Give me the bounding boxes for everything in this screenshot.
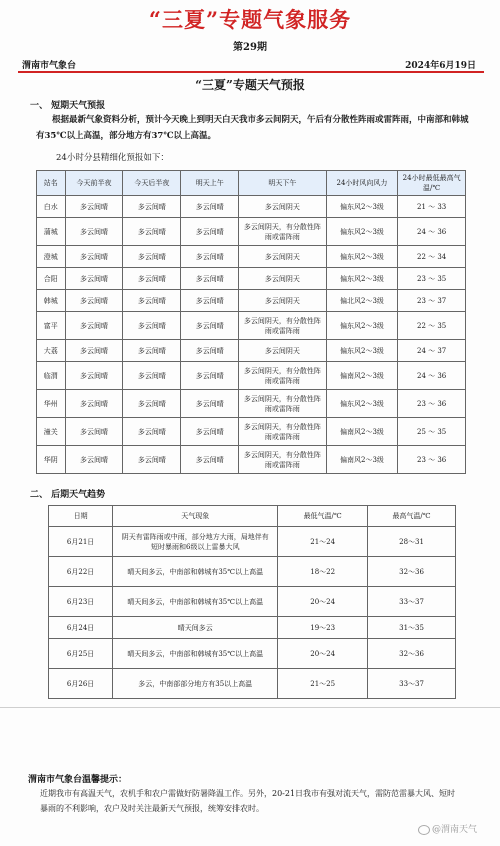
- table-cell: 多云间晴: [65, 268, 123, 290]
- table-cell: 21 ～ 33: [398, 196, 466, 218]
- trend-row: [49, 527, 456, 557]
- table-cell: 多云间晴: [123, 446, 181, 474]
- table-cell: 多云间晴: [65, 362, 123, 390]
- station-name: 合阳: [37, 268, 66, 290]
- trend-cell: 晴天间多云，中南部和韩城有35℃以上高温: [113, 587, 278, 617]
- table-cell: 多云间阴天: [239, 246, 327, 268]
- table-row: [37, 290, 466, 312]
- trend-cell: 31～35: [368, 617, 456, 639]
- station-name: 潼关: [37, 418, 66, 446]
- station-name: 富平: [37, 312, 66, 340]
- trend-cell: 晴天间多云，中南部和韩城有35℃以上高温: [113, 639, 278, 669]
- trend-table: [48, 505, 456, 699]
- trend-cell: 晴天间多云: [113, 617, 278, 639]
- table-cell: 多云间晴: [181, 196, 239, 218]
- section-short-term-heading: 一、 短期天气预报: [30, 101, 106, 111]
- station-name: 韩城: [37, 290, 66, 312]
- trend-cell: 21～25: [278, 669, 368, 699]
- warning-body: 近期我市有高温天气，农机手和农户需做好防暑降温工作。另外，20-21日我市有强对流天气，需防范雷暴大风、短时暴雨的不利影响，农户及时关注最新天气预报，统筹安排农时。: [40, 789, 456, 813]
- trend-cell: 33～37: [368, 587, 456, 617]
- short-term-paragraph: 根据最新气象资料分析，预计今天晚上到明天白天我市多云间阴天，午后有分散性阵雨或雷阵雨，中南部和韩城有35℃以上高温，部分地方有37℃以上高温。: [36, 115, 469, 141]
- trend-cell: 20～24: [278, 587, 368, 617]
- section-divider: [0, 707, 500, 708]
- table-cell: 多云间晴: [65, 218, 123, 246]
- table-cell: 多云间晴: [181, 218, 239, 246]
- header-divider: [18, 71, 484, 73]
- table-cell: 多云间阴天，有分散性阵雨或雷阵雨: [239, 446, 327, 474]
- table-cell: 多云间晴: [181, 312, 239, 340]
- table-cell: 多云间阴天，有分散性阵雨或雷阵雨: [239, 312, 327, 340]
- table-cell: 23 ～ 36: [398, 390, 466, 418]
- table-header-cell: 站名: [37, 171, 66, 196]
- table-row: [37, 418, 466, 446]
- table-cell: 多云间晴: [123, 246, 181, 268]
- table-cell: 多云间晴: [123, 218, 181, 246]
- table-cell: 偏南风2～3级: [326, 418, 398, 446]
- table-cell: 多云间晴: [123, 362, 181, 390]
- table-cell: 偏南风2～3级: [326, 362, 398, 390]
- table-row: [37, 390, 466, 418]
- forecast-subtitle: “三夏”专题天气预报: [195, 78, 305, 92]
- trend-header-cell: 最高气温/℃: [368, 506, 456, 527]
- table-cell: 22 ～ 34: [398, 246, 466, 268]
- trend-date: 6月26日: [49, 669, 113, 699]
- table-cell: 多云间阴天，有分散性阵雨或雷阵雨: [239, 418, 327, 446]
- table-cell: 偏东风2～3级: [326, 218, 398, 246]
- table-cell: 24 ～ 37: [398, 340, 466, 362]
- table-cell: 多云间晴: [65, 246, 123, 268]
- table-cell: 多云间晴: [65, 340, 123, 362]
- table-cell: 多云间晴: [181, 290, 239, 312]
- trend-header-cell: 最低气温/℃: [278, 506, 368, 527]
- table-row: [37, 218, 466, 246]
- table-cell: 多云间晴: [181, 390, 239, 418]
- trend-date: 6月23日: [49, 587, 113, 617]
- table-cell: 多云间阴天，有分散性阵雨或雷阵雨: [239, 362, 327, 390]
- table-cell: 多云间晴: [181, 446, 239, 474]
- table-cell: 23 ～ 37: [398, 290, 466, 312]
- trend-row: [49, 639, 456, 669]
- table-cell: 多云间晴: [181, 362, 239, 390]
- table-cell: 多云间晴: [181, 418, 239, 446]
- table-header-cell: 今天前半夜: [65, 171, 123, 196]
- station-name: 大荔: [37, 340, 66, 362]
- station-name: 华阴: [37, 446, 66, 474]
- watermark: [418, 822, 477, 835]
- table-row: [37, 340, 466, 362]
- table-cell: 多云间晴: [65, 390, 123, 418]
- trend-cell: 20～24: [278, 639, 368, 669]
- trend-date: 6月22日: [49, 557, 113, 587]
- table-cell: 24 ～ 36: [398, 218, 466, 246]
- table-cell: 多云间晴: [123, 196, 181, 218]
- table-cell: 多云间阴天: [239, 290, 327, 312]
- table-cell: 多云间阴天: [239, 196, 327, 218]
- table-cell: 偏东风2～3级: [326, 312, 398, 340]
- table-row: [37, 312, 466, 340]
- trend-date: 6月24日: [49, 617, 113, 639]
- table-row: [37, 268, 466, 290]
- table-caption: 24小时分县精细化预报如下：: [56, 153, 169, 163]
- table-cell: 23 ～ 35: [398, 268, 466, 290]
- trend-row: [49, 669, 456, 699]
- table-cell: 偏东风2～3级: [326, 390, 398, 418]
- table-cell: 多云间阴天，有分散性阵雨或雷阵雨: [239, 390, 327, 418]
- table-cell: 多云间晴: [65, 418, 123, 446]
- station-name: 蒲城: [37, 218, 66, 246]
- trend-cell: 32～36: [368, 639, 456, 669]
- trend-cell: 阴天有雷阵雨或中雨，部分地方大雨，局地伴有短时暴雨和6级以上雷暴大风: [113, 527, 278, 557]
- table-header-cell: 今天后半夜: [123, 171, 181, 196]
- table-header-cell: 明天上午: [181, 171, 239, 196]
- trend-header-cell: 日期: [49, 506, 113, 527]
- table-cell: 偏南风2～3级: [326, 446, 398, 474]
- table-cell: 多云间阴天: [239, 340, 327, 362]
- table-row: [37, 362, 466, 390]
- table-cell: 多云间晴: [65, 446, 123, 474]
- trend-cell: 32～36: [368, 557, 456, 587]
- section-trend-heading: 二、 后期天气趋势: [30, 490, 106, 500]
- trend-cell: 33～37: [368, 669, 456, 699]
- table-cell: 多云间阴天，有分散性阵雨或雷阵雨: [239, 218, 327, 246]
- table-cell: 22 ～ 35: [398, 312, 466, 340]
- table-cell: 偏东风2～3级: [326, 246, 398, 268]
- table-row: [37, 196, 466, 218]
- table-header-cell: 24小时风向风力: [326, 171, 398, 196]
- issuing-org: 渭南市气象台: [22, 61, 77, 71]
- station-name: 临渭: [37, 362, 66, 390]
- table-cell: 多云间晴: [181, 268, 239, 290]
- table-cell: 偏北风2～3级: [326, 290, 398, 312]
- trend-cell: 18～22: [278, 557, 368, 587]
- trend-row: [49, 587, 456, 617]
- table-cell: 多云间晴: [181, 340, 239, 362]
- station-name: 澄城: [37, 246, 66, 268]
- table-header-cell: 明天下午: [239, 171, 327, 196]
- table-cell: 多云间晴: [123, 390, 181, 418]
- trend-cell: 19～23: [278, 617, 368, 639]
- table-row: [37, 446, 466, 474]
- table-cell: 多云间晴: [181, 246, 239, 268]
- table-cell: 多云间晴: [123, 268, 181, 290]
- table-cell: 多云间阴天: [239, 268, 327, 290]
- trend-cell: 28～31: [368, 527, 456, 557]
- table-cell: 多云间晴: [123, 418, 181, 446]
- table-cell: 偏东风2～3级: [326, 340, 398, 362]
- trend-row: [49, 617, 456, 639]
- table-header-cell: 24小时最低最高气温/℃: [398, 171, 466, 196]
- trend-cell: 晴天间多云，中南部和韩城有35℃以上高温: [113, 557, 278, 587]
- watermark-text: @渭南天气: [432, 825, 478, 835]
- issue-date: 2024年6月19日: [405, 61, 476, 71]
- table-cell: 25 ～ 35: [398, 418, 466, 446]
- trend-header-cell: 天气现象: [113, 506, 278, 527]
- issue-number: 第29期: [233, 42, 267, 53]
- table-cell: 多云间晴: [65, 196, 123, 218]
- trend-cell: 多云，中南部部分地方有35以上高温: [113, 669, 278, 699]
- table-cell: 多云间晴: [123, 290, 181, 312]
- weibo-icon: [418, 825, 430, 835]
- station-name: 白水: [37, 196, 66, 218]
- table-row: [37, 246, 466, 268]
- table-cell: 24 ～ 36: [398, 362, 466, 390]
- trend-cell: 21～24: [278, 527, 368, 557]
- trend-date: 6月21日: [49, 527, 113, 557]
- warning-title: 渭南市气象台温馨提示：: [28, 775, 128, 785]
- trend-row: [49, 557, 456, 587]
- county-forecast-table: [36, 170, 466, 474]
- station-name: 华州: [37, 390, 66, 418]
- trend-date: 6月25日: [49, 639, 113, 669]
- table-cell: 偏东风2～3级: [326, 196, 398, 218]
- table-cell: 偏东风2～3级: [326, 268, 398, 290]
- table-cell: 多云间晴: [123, 340, 181, 362]
- table-cell: 多云间晴: [65, 312, 123, 340]
- table-cell: 23 ～ 36: [398, 446, 466, 474]
- document-title: “三夏”专题气象服务: [148, 7, 352, 32]
- table-cell: 多云间晴: [123, 312, 181, 340]
- table-cell: 多云间晴: [65, 290, 123, 312]
